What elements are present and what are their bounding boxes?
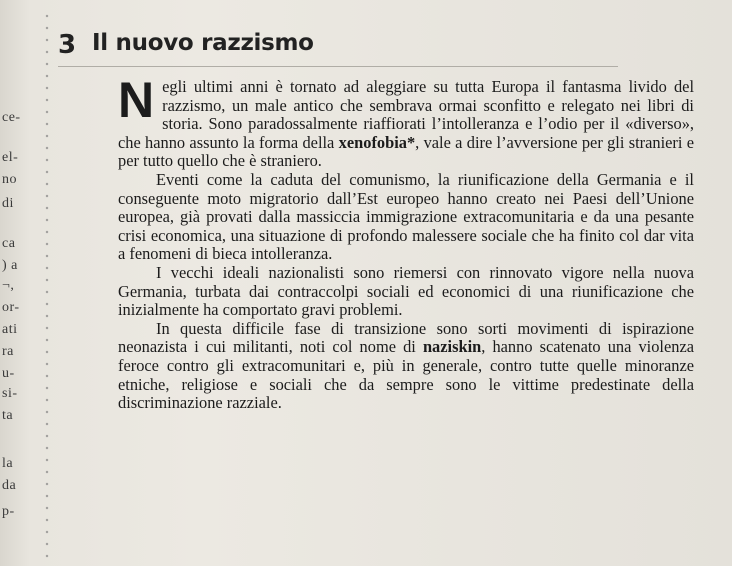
drop-cap: N <box>118 72 155 128</box>
margin-fragment: ce- <box>2 110 21 125</box>
body-text <box>118 72 694 413</box>
paragraph-1 <box>118 72 694 171</box>
section-number: 3 <box>58 30 77 60</box>
margin-fragment: da <box>2 478 17 493</box>
margin-fragment: ta <box>2 408 14 423</box>
title-divider <box>58 66 618 67</box>
term-naziskin: naziskin <box>422 337 482 357</box>
margin-fragment: ati <box>2 322 18 337</box>
paragraph-4-text-b: , hanno scatenato una violenza feroce contro gli extracomunitari e, più in generale, contro tutte quelle minoranze etniche, religiose e sociali che da sempre sono le vittime predestinate della discriminazione razziale. <box>118 337 694 413</box>
margin-fragment: ra <box>2 344 14 359</box>
paragraph-1-text-a: egli ultimi anni è tornato ad aleggiare su tutta Europa il fantasma livido del razzismo, un male antico che sembrava ormai sconfitto e relegato nei libri di storia. Sono paradossalmente riaffiorati l’intolleranza e l’odio per il «diverso», che hanno assunto la forma della <box>118 77 694 152</box>
paragraph-3: I vecchi ideali nazionalisti sono riemersi con rinnovato vigore nella nuova Germania, turbata dai contraccolpi sociali ed economici di una riunificazione che inizialmente ha comportato gravi problemi. <box>118 262 694 320</box>
margin-fragment: si- <box>2 386 18 401</box>
margin-fragment: ¬, <box>2 278 15 293</box>
paragraph-4 <box>118 320 694 413</box>
margin-fragment: di <box>2 196 14 211</box>
margin-fragment: no <box>2 172 17 187</box>
margin-fragment: el- <box>2 150 19 165</box>
margin-fragment: ca <box>2 236 16 251</box>
margin-fragment: p- <box>2 504 15 519</box>
paragraph-2: Eventi come la caduta del comunismo, la riunificazione della Germania e il conseguente moto migratorio dall’Est europeo hanno creato nei Paesi dell’Unione europea, già provati dalla massiccia immigrazione extracomunitaria e da una pesante crisi economica, una situazione di profondo malessere sociale che ha finito col dar vita a fenomeni di bieca intolleranza. <box>118 169 694 264</box>
margin-fragment: or- <box>2 300 20 315</box>
term-xenofobia: xenofobia* <box>338 132 416 152</box>
dotted-margin-line <box>44 10 50 560</box>
section-title: Il nuovo razzismo <box>92 30 314 56</box>
paragraph-4-text-a: In questa difficile fase di transizione sono sorti movimenti di ispirazione neonazista i cui militanti, noti col nome di <box>118 318 694 357</box>
margin-fragment: la <box>2 456 14 471</box>
margin-fragment: ) a <box>2 258 18 273</box>
paragraph-1-text-b: , vale a dire l’avversione per gli stranieri e per tutto quello che è straniero. <box>118 132 694 171</box>
margin-fragment: u- <box>2 366 15 381</box>
